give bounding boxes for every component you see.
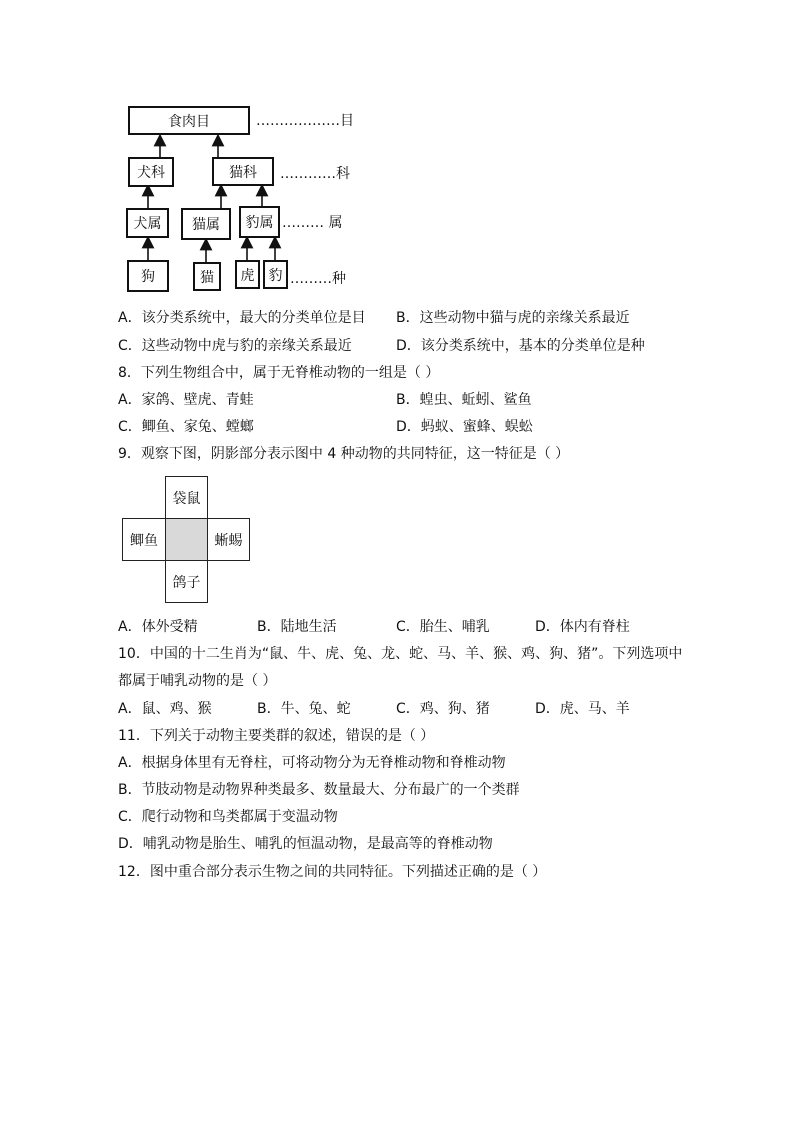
q11-option-d: D．哺乳动物是胎生、哺乳的恒温动物，是最高等的脊椎动物 (118, 836, 493, 852)
q8-stem: 8．下列生物组合中，属于无脊椎动物的一组是（ ） (118, 365, 440, 381)
q9-option-d: D．体内有脊柱 (535, 619, 630, 635)
q11-option-c: C．爬行动物和鸟类都属于变温动物 (118, 809, 338, 825)
q9-stem: 9．观察下图，阴影部分表示图中 4 种动物的共同特征，这一特征是（ ） (118, 446, 570, 462)
q10-stem-line1: 10．中国的十二生肖为“鼠、牛、虎、兔、龙、蛇、马、羊、猴、鸡、狗、猪”。下列选项中 (118, 646, 683, 662)
node-cat: 猫 (193, 262, 221, 291)
q8-option-a: A．家鸽、壁虎、青蛙 (118, 392, 254, 408)
node-panthera: 豹属 (239, 206, 280, 238)
q7-option-d: D．该分类系统中，基本的分类单位是种 (396, 338, 645, 354)
q10-stem-line2: 都属于哺乳动物的是（ ） (118, 673, 277, 689)
node-felidae: 猫科 (212, 157, 274, 186)
q9-left-cell: 鲫鱼 (122, 518, 166, 561)
q7-option-a: A．该分类系统中，最大的分类单位是目 (118, 310, 366, 326)
node-order: 食肉目 (128, 106, 250, 135)
q9-option-c: C．胎生、哺乳 (396, 619, 490, 635)
q9-top-cell: 袋鼠 (165, 476, 208, 519)
q11-option-b: B．节肢动物是动物界种类最多、数量最大、分布最广的一个类群 (118, 782, 520, 798)
q9-right-cell: 蜥蜴 (207, 518, 250, 561)
q8-option-d: D．蚂蚁、蜜蜂、蜈蚣 (396, 419, 533, 435)
node-felis: 猫属 (181, 208, 231, 240)
q10-option-a: A．鼠、鸡、猴 (118, 701, 212, 717)
level-family-label: …………科 (280, 166, 350, 182)
taxonomy-arrows (0, 0, 794, 300)
node-canis: 犬属 (126, 208, 169, 238)
q7-option-b: B．这些动物中猫与虎的亲缘关系最近 (396, 310, 630, 326)
node-leopard: 豹 (263, 260, 288, 289)
q9-option-b: B．陆地生活 (257, 619, 337, 635)
node-canidae: 犬科 (128, 157, 174, 187)
level-species-label: ………种 (290, 271, 346, 287)
q9-option-a: A．体外受精 (118, 619, 198, 635)
q9-shaded-center (165, 518, 208, 561)
node-tiger: 虎 (235, 260, 260, 289)
q10-option-b: B．牛、兔、蛇 (257, 701, 351, 717)
node-dog: 狗 (127, 260, 169, 292)
q11-stem: 11．下列关于动物主要类群的叙述，错误的是（ ） (118, 728, 435, 744)
q10-option-d: D．虎、马、羊 (535, 701, 630, 717)
q7-option-c: C．这些动物中虎与豹的亲缘关系最近 (118, 338, 352, 354)
q10-option-c: C．鸡、狗、猪 (396, 701, 490, 717)
level-genus-label: ……… 属 (282, 215, 343, 231)
q9-bottom-cell: 鸽子 (165, 560, 208, 603)
q12-stem: 12．图中重合部分表示生物之间的共同特征。下列描述正确的是（ ） (118, 864, 547, 880)
q8-option-c: C．鲫鱼、家兔、螳螂 (118, 419, 254, 435)
q11-option-a: A．根据身体里有无脊柱，可将动物分为无脊椎动物和脊椎动物 (118, 755, 506, 771)
q8-option-b: B．蝗虫、蚯蚓、鲨鱼 (396, 392, 532, 408)
level-order-label: ………………目 (256, 113, 354, 129)
